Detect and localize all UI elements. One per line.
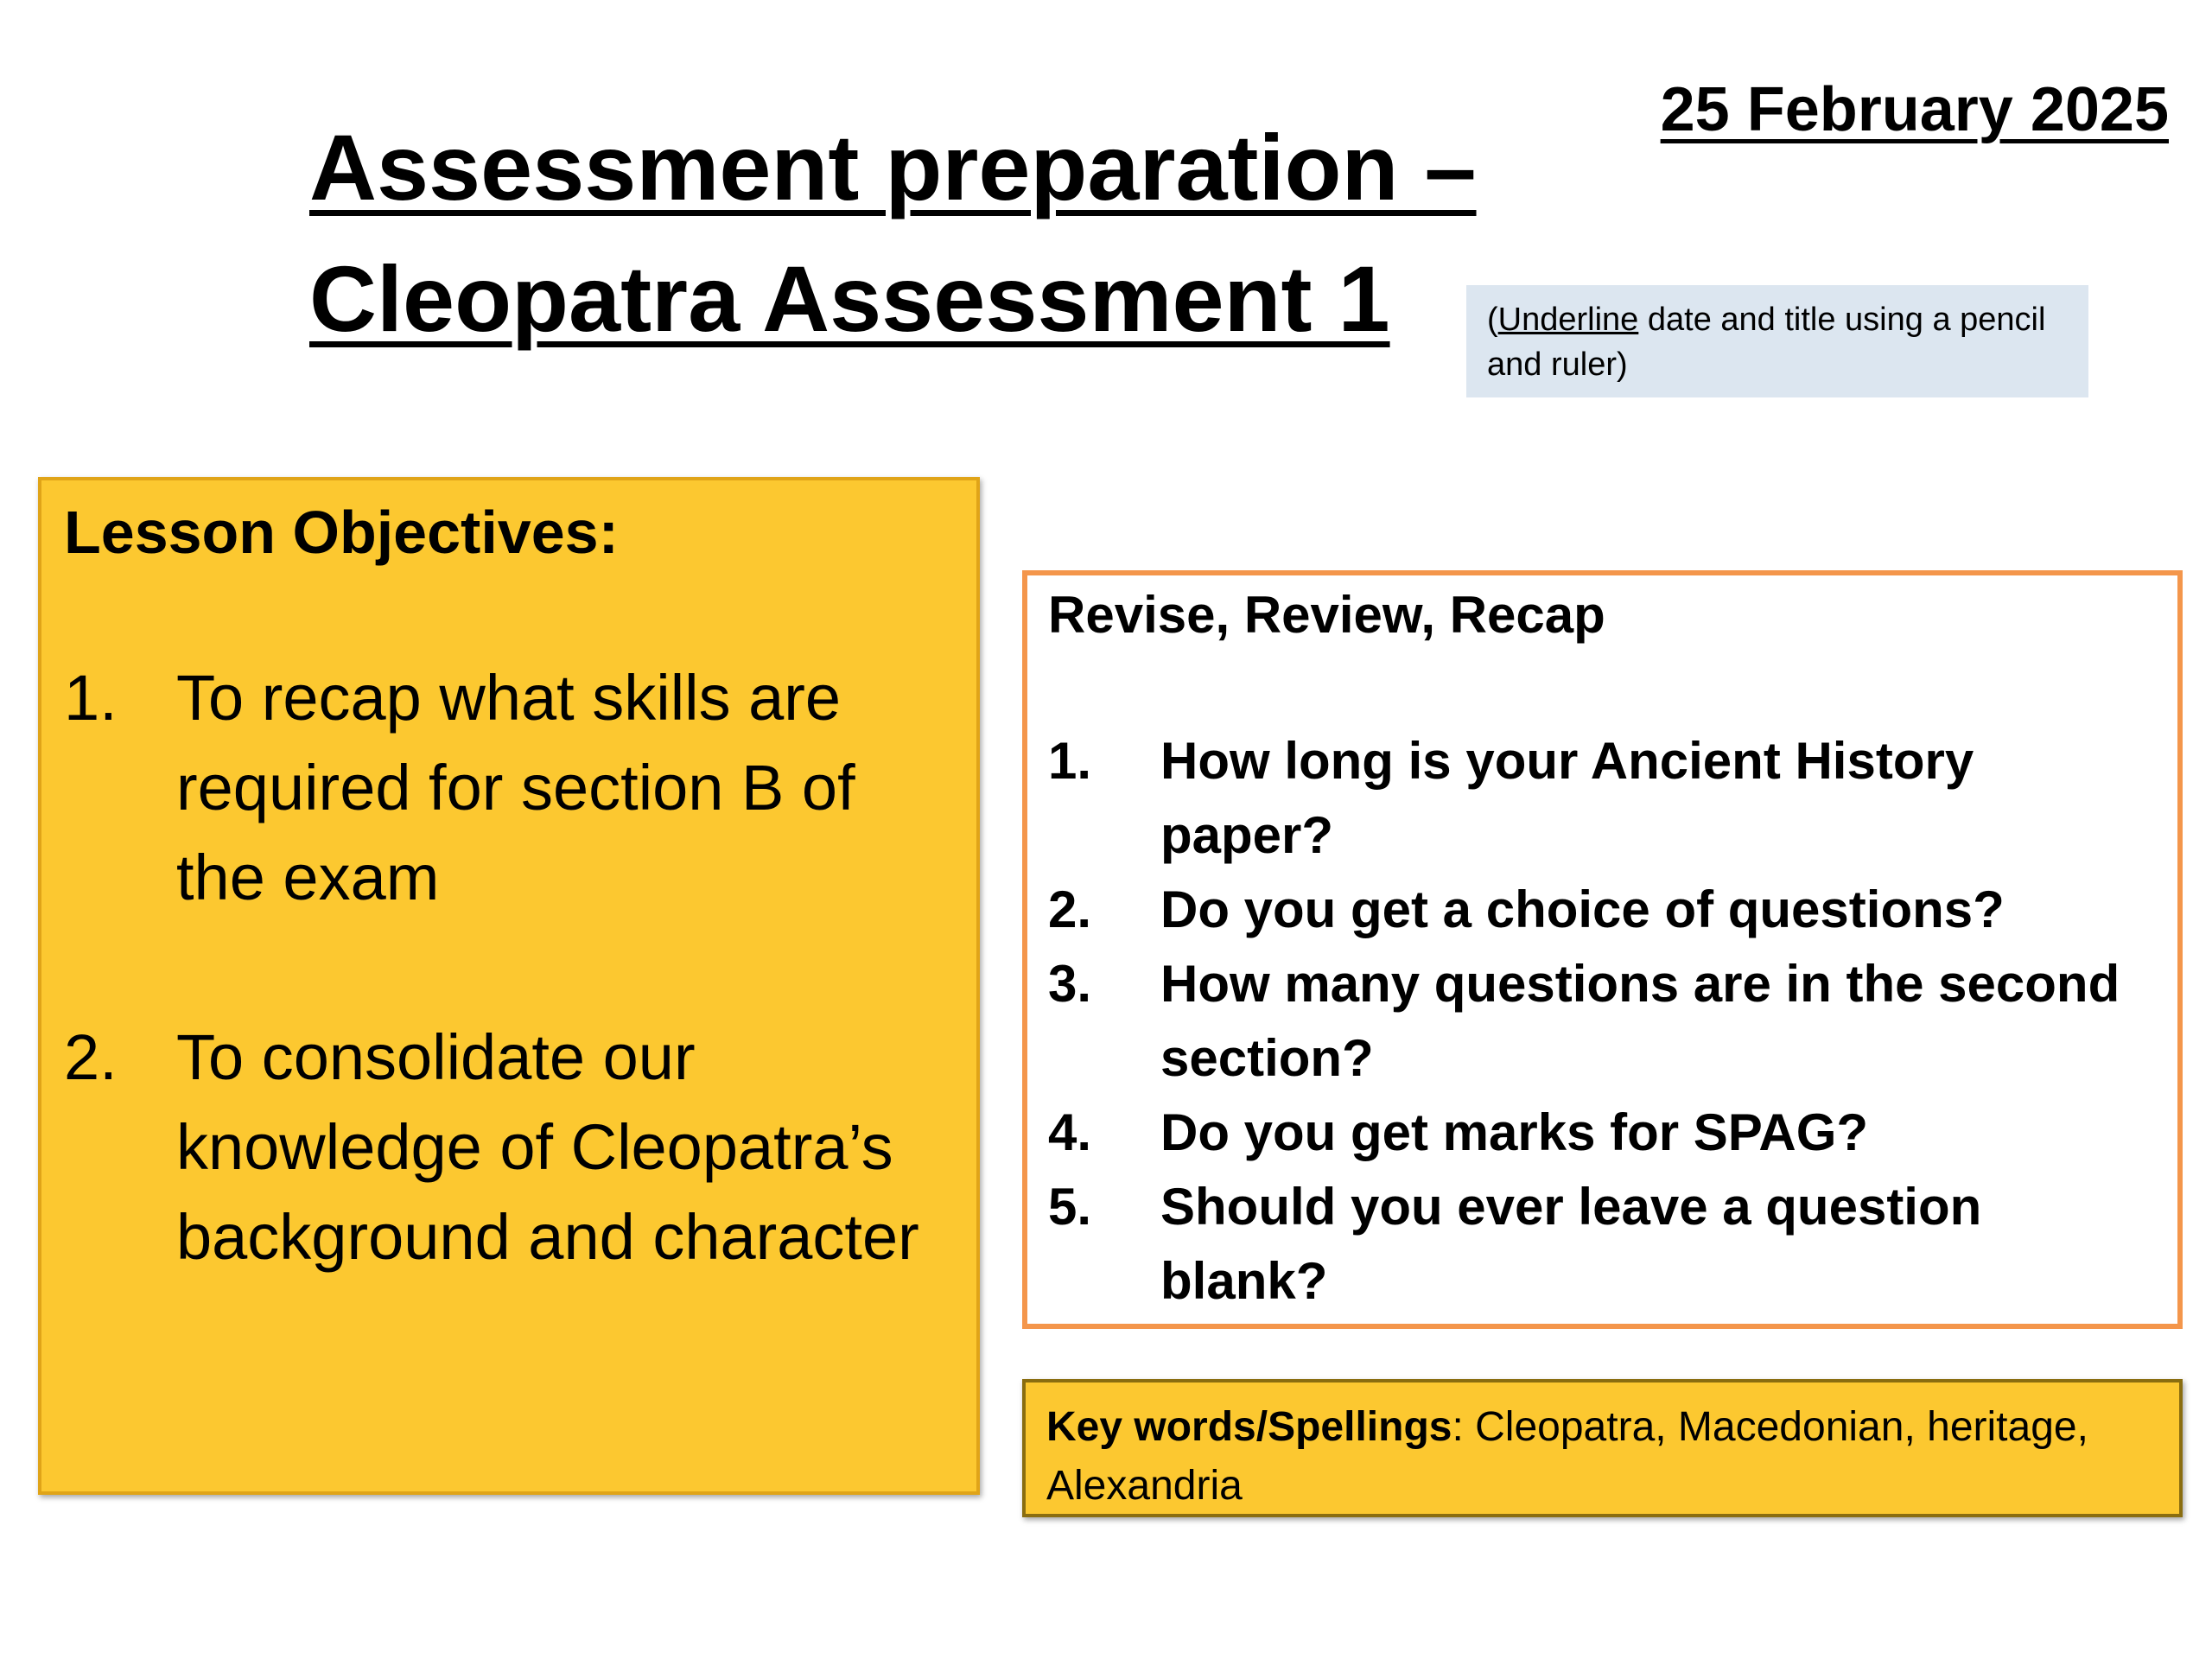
- objective-text: To recap what skills are required for section B of the exam: [176, 662, 855, 913]
- objectives-heading: Lesson Objectives:: [64, 499, 619, 566]
- question-text: Do you get a choice of questions?: [1160, 880, 2005, 938]
- question-number: 4.: [1048, 1103, 1092, 1161]
- question-item: [1048, 873, 2155, 947]
- revise-review-recap-box: [1022, 570, 2183, 1329]
- page-title: [309, 102, 1588, 365]
- key-words-separator: :: [1452, 1404, 1464, 1450]
- hint-underlined-word: Underline: [1497, 302, 1639, 338]
- question-text: How long is your Ancient History paper?: [1160, 732, 1974, 864]
- question-item: [1048, 1170, 2155, 1319]
- underline-instruction-note: [1466, 285, 2088, 397]
- revise-heading: Revise, Review, Recap: [1048, 586, 1605, 644]
- lesson-date: 25 February 2025: [1660, 75, 2169, 144]
- title-line-2: Cleopatra Assessment 1: [309, 246, 1390, 351]
- objective-item: [64, 653, 956, 923]
- revision-questions-list: [1048, 724, 2155, 1319]
- hint-open-paren: (: [1487, 302, 1498, 338]
- question-text: Should you ever leave a question blank?: [1160, 1178, 1982, 1310]
- question-number: 5.: [1048, 1178, 1092, 1236]
- objectives-list: [64, 653, 956, 1282]
- question-text: How many questions are in the second section?: [1160, 955, 2120, 1087]
- objective-text: To consolidate our knowledge of Cleopatra’s background and character: [176, 1021, 919, 1273]
- question-item: [1048, 724, 2155, 873]
- title-line-1: Assessment preparation –: [309, 115, 1477, 219]
- hint-rest: date and title using a pencil and ruler): [1487, 302, 2046, 383]
- question-number: 2.: [1048, 880, 1092, 938]
- question-item: [1048, 1096, 2155, 1170]
- key-words-label: Key words/Spellings: [1046, 1404, 1452, 1450]
- question-number: 3.: [1048, 955, 1092, 1013]
- objective-number: 2.: [64, 1021, 118, 1093]
- key-words-box: [1022, 1379, 2183, 1517]
- objective-number: 1.: [64, 662, 118, 734]
- question-text: Do you get marks for SPAG?: [1160, 1103, 1869, 1161]
- key-words-list: Cleopatra, Macedonian, heritage, Alexandria: [1046, 1404, 2088, 1509]
- question-item: [1048, 947, 2155, 1096]
- lesson-objectives-box: [38, 477, 980, 1495]
- objective-item: [64, 1013, 956, 1282]
- question-number: 1.: [1048, 732, 1092, 790]
